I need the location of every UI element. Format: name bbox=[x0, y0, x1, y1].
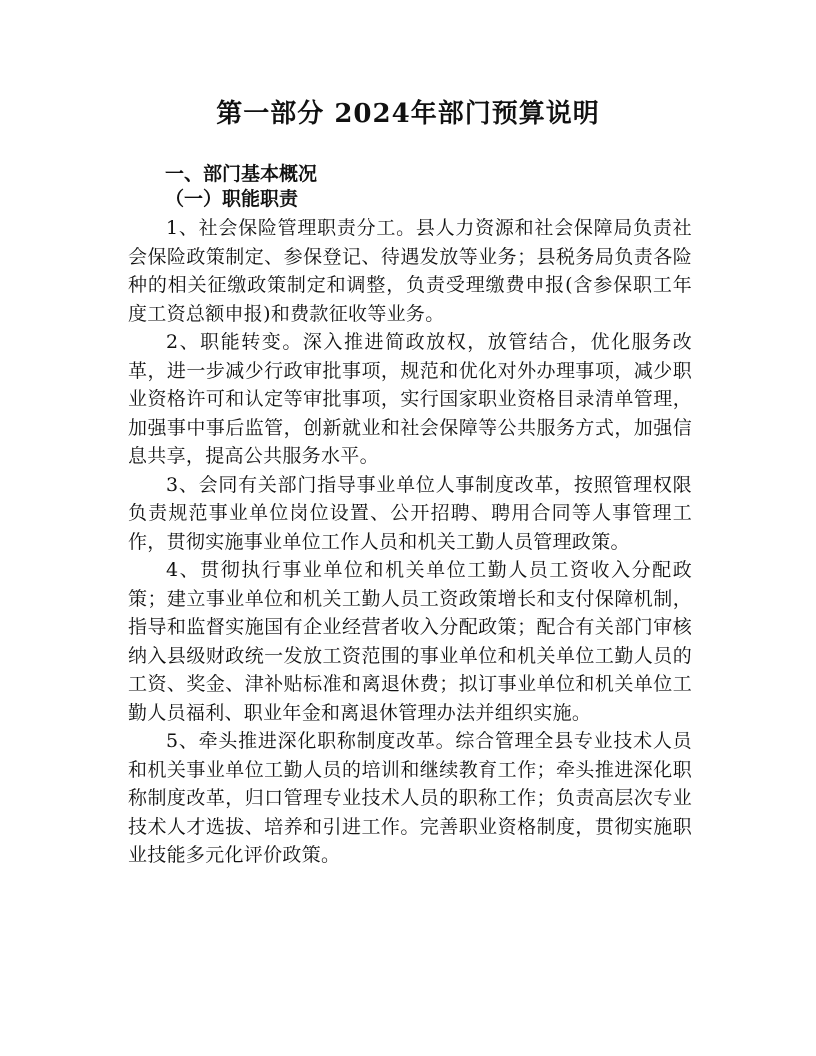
paragraph-1: 1、社会保险管理职责分工。县人力资源和社会保障局负责社会保险政策制定、参保登记、待遇发放等业务；县税务局负责各险种的相关征缴政策制定和调整，负责受理缴费申报(含参保职工年度工资总额申报)和费款征收等业务。 bbox=[128, 217, 692, 325]
paragraph-4: 4、贯彻执行事业单位和机关单位工勤人员工资收入分配政策；建立事业单位和机关工勤人员工资政策增长和支付保障机制，指导和监督实施国有企业经营者收入分配政策；配合有关部门审核纳入县级财政统一发放工资范围的事业单位和机关单位工勤人员的工资、奖金、津补贴标准和离退休费；拟订事业单位和机关单位工勤人员福利、职业年金和离退休管理办法并组织实施。 bbox=[128, 559, 692, 724]
section-heading: 一、部门基本概况 bbox=[165, 163, 318, 185]
body-text bbox=[128, 214, 692, 870]
page-title: 第一部分 2024年部门预算说明 bbox=[216, 99, 600, 129]
paragraph-5: 5、牵头推进深化职称制度改革。综合管理全县专业技术人员和机关事业单位工勤人员的培训和继续教育工作；牵头推进深化职称制度改革，归口管理专业技术人员的职称工作；负责高层次专业技术人才选拔、培养和引进工作。完善职业资格制度，贯彻实施职业技能多元化评价政策。 bbox=[128, 730, 692, 866]
paragraph-2: 2、职能转变。深入推进简政放权，放管结合，优化服务改革，进一步减少行政审批事项，规范和优化对外办理事项，减少职业资格许可和认定等审批事项，实行国家职业资格目录清单管理，加强事中事后监管，创新就业和社会保障等公共服务方式，加强信息共享，提高公共服务水平。 bbox=[128, 331, 692, 467]
paragraph-3: 3、会同有关部门指导事业单位人事制度改革，按照管理权限负责规范事业单位岗位设置、公开招聘、聘用合同等人事管理工作，贯彻实施事业单位工作人员和机关工勤人员管理政策。 bbox=[128, 473, 692, 553]
subsection-heading: （一）职能职责 bbox=[165, 188, 299, 210]
